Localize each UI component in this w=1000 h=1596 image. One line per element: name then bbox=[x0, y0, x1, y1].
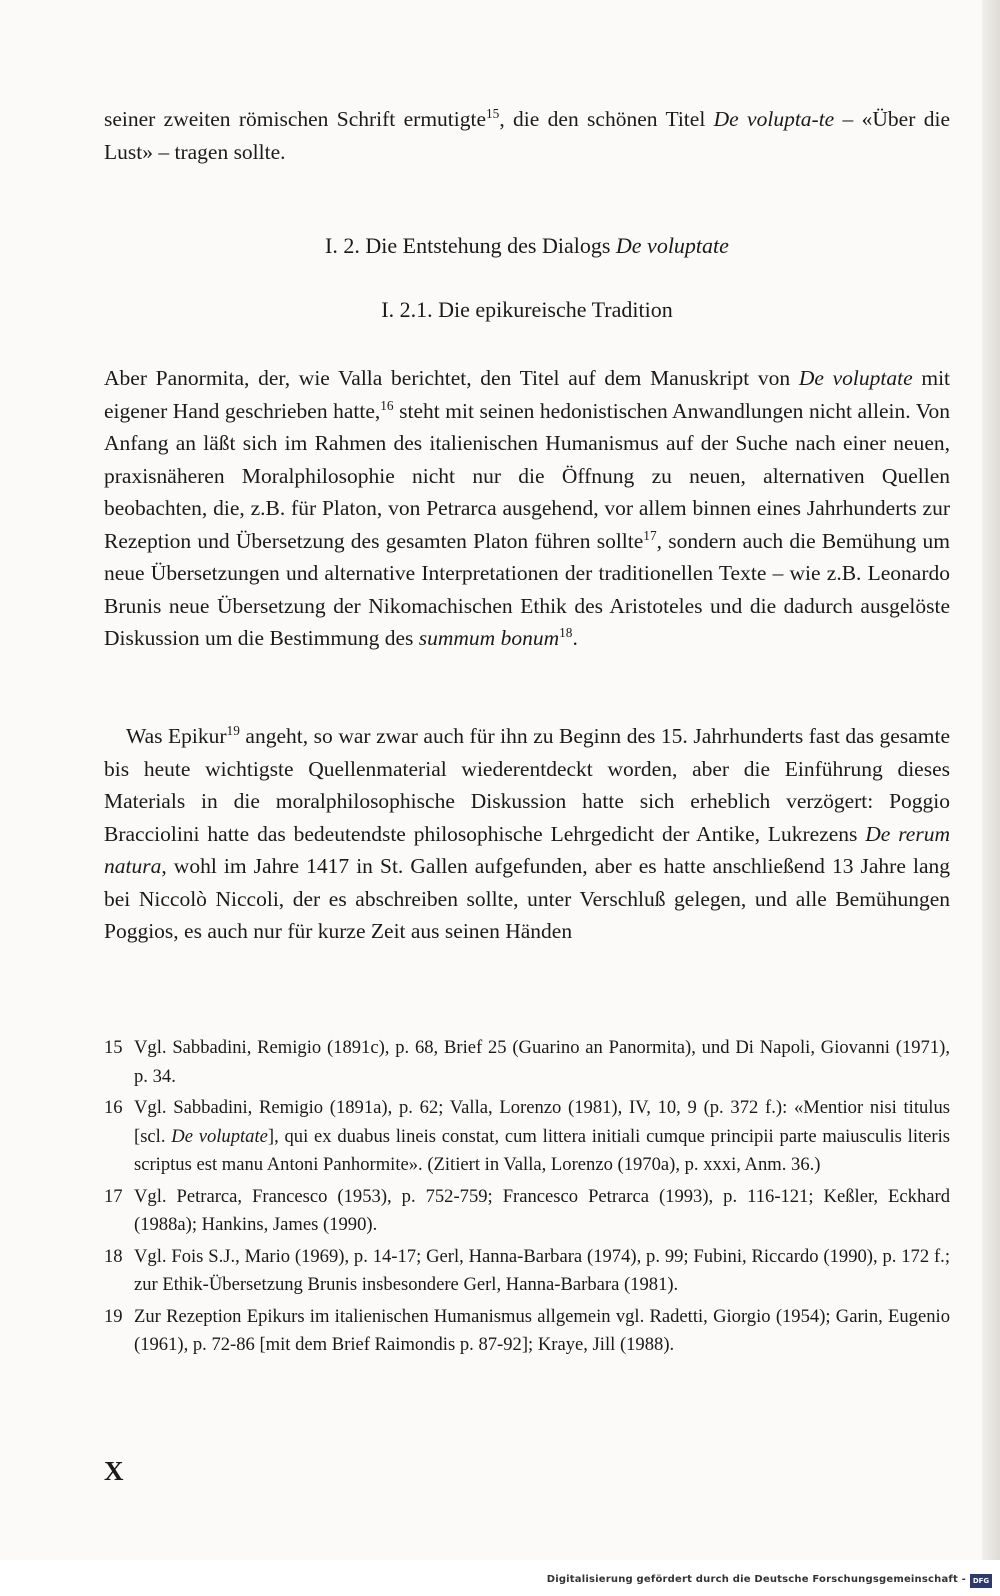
subsection-heading: I. 2.1. Die epikureische Tradition bbox=[381, 297, 673, 322]
footnotes bbox=[104, 1034, 950, 1363]
footnote-ref-18: 18 bbox=[559, 624, 573, 640]
page-edge-shadow bbox=[982, 0, 1000, 1560]
opening-title-italic: De volupta-te bbox=[713, 107, 835, 131]
para3-text-c: , wohl im Jahre 1417 in St. Gallen aufgefunden, aber es hatte anschließend 13 Jahre lang bei Niccolò Niccoli, der es abschreiben sollte, unter Verschluß gelegen, und alle Bemühungen Poggios, es auch nur für kurze Zeit aus seinen Händen bbox=[104, 854, 950, 943]
footnote-text: Vgl. Fois S.J., Mario (1969), p. 14-17; Gerl, Hanna-Barbara (1974), p. 99; Fubini, Riccardo (1990), p. 172 f.; zur Ethik-Übersetzung Brunis insbesondere Gerl, Hanna-Barbara (1981). bbox=[134, 1245, 950, 1295]
para3-text-a: Was Epikur bbox=[126, 724, 227, 748]
digitization-footer bbox=[0, 1560, 1000, 1596]
footnote-text-a: Vgl. Sabbadini, Remigio (1891a), p. 62; Valla, Lorenzo (1981), IV, 10, 9 (p. 372 f.): «Mentior nisi titulus [scl. bbox=[134, 1097, 950, 1147]
para2-text-a: Aber Panormita, der, wie Valla berichtet, den Titel auf dem Manuskript von bbox=[104, 366, 799, 390]
footnote-ref-15: 15 bbox=[486, 105, 500, 121]
para2-text-d: , sondern auch die Bemühung um neue Übersetzungen und alternative Interpretationen der traditionellen Texte – wie z.B. Leonardo Brunis neue Übersetzung der Nikomachischen Ethik des Aristoteles und die dadurch ausgelöste Diskussion um die Bestimmung des bbox=[104, 528, 950, 650]
para2-text-b: mit eigener Hand geschrieben hatte, bbox=[104, 366, 951, 423]
para2-text-e: . bbox=[572, 626, 578, 650]
footnote-text-italic: De voluptate bbox=[171, 1125, 268, 1147]
paragraph-epikur bbox=[104, 720, 950, 948]
footnote-text-b: ], qui ex duabus lineis constat, cum littera initiali cumque principii parte maiusculis literis scriptus est manu Antoni Panhormite». (Zitiert in Valla, Lorenzo (1970a), p. xxxi, Anm. 36.) bbox=[134, 1125, 950, 1175]
footnote-text: Vgl. Sabbadini, Remigio (1891c), p. 68, Brief 25 (Guarino an Panormita), und Di Napoli, Giovanni (1971), p. 34. bbox=[134, 1037, 950, 1087]
footnote-text: Vgl. Petrarca, Francesco (1953), p. 752-759; Francesco Petrarca (1993), p. 116-121; Keßler, Eckhard (1988a); Hankins, James (1990). bbox=[134, 1185, 950, 1235]
para2-text-c: steht mit seinen hedonistischen Anwandlungen nicht allein. Von Anfang an läßt sich im Rahmen des italienischen Humanismus auf der Suche nach einer neuen, praxisnäheren Moralphilosophie nicht nur die Öffnung zu neuen, alternativen Quellen beobachten, die, z.B. für Platon, von Petrarca ausgehend, vor allem binnen eines Jahrhunderts zur Rezeption und Übersetzung des gesamten Platon führen sollte bbox=[104, 398, 950, 553]
opening-text-c: – «Über die Lust» – tragen sollte. bbox=[104, 107, 950, 164]
section-heading bbox=[104, 233, 950, 259]
footnote-number: 17 bbox=[104, 1185, 123, 1207]
footnote-16 bbox=[104, 1094, 950, 1180]
opening-text-b: , die den schönen Titel bbox=[499, 107, 714, 131]
footnote-18 bbox=[104, 1243, 950, 1300]
para3-italic-b: De rerum natura bbox=[104, 821, 950, 878]
dfg-credit-text: Digitalisierung gefördert durch die Deutsche Forschungsgemeinschaft - bbox=[546, 1574, 966, 1585]
footnote-number: 16 bbox=[104, 1097, 123, 1118]
paragraph-panormita bbox=[104, 362, 950, 655]
para2-italic-a: De voluptate bbox=[798, 366, 913, 390]
footnote-text: Zur Rezeption Epikurs im italienischen Humanismus allgemein vgl. Radetti, Giorgio (1954); Garin, Eugenio (1961), p. 72-86 [mit dem Brief Raimondis p. 87-92]; Kraye, Jill (1988). bbox=[134, 1305, 950, 1355]
section-heading-text: I. 2. Die Entstehung des Dialogs bbox=[325, 233, 616, 258]
opening-text-a: seiner zweiten römischen Schrift ermutigte bbox=[104, 107, 487, 131]
footnote-text bbox=[134, 1094, 950, 1180]
footnote-number: 19 bbox=[104, 1305, 123, 1327]
opening-paragraph bbox=[104, 103, 950, 168]
para3-text-b: angeht, so war zwar auch für ihn zu Beginn des 15. Jahrhunderts fast das gesamte bis heute wichtigste Quellenmaterial wiederentdeckt worden, aber die Einführung dieses Materials in die moralphilosophische Diskussion hatte sich erheblich verzögert: Poggio Bracciolini hatte das bedeutendste philosophische Lehrgedicht der Antike, Lukrezens bbox=[104, 724, 950, 846]
footnote-ref-17: 17 bbox=[643, 527, 657, 543]
footnote-17 bbox=[104, 1183, 950, 1240]
page-number: X bbox=[104, 1456, 125, 1486]
section-heading-italic: De voluptate bbox=[615, 233, 729, 258]
footnote-15 bbox=[104, 1034, 950, 1091]
para2-italic-d: summum bonum bbox=[418, 626, 560, 650]
footnote-ref-19: 19 bbox=[226, 722, 240, 738]
footnote-19 bbox=[104, 1303, 950, 1360]
footnote-number: 15 bbox=[104, 1037, 123, 1058]
footnote-number: 18 bbox=[104, 1245, 123, 1267]
dfg-logo-icon: DFG bbox=[970, 1574, 992, 1588]
footnote-ref-16: 16 bbox=[380, 397, 394, 413]
